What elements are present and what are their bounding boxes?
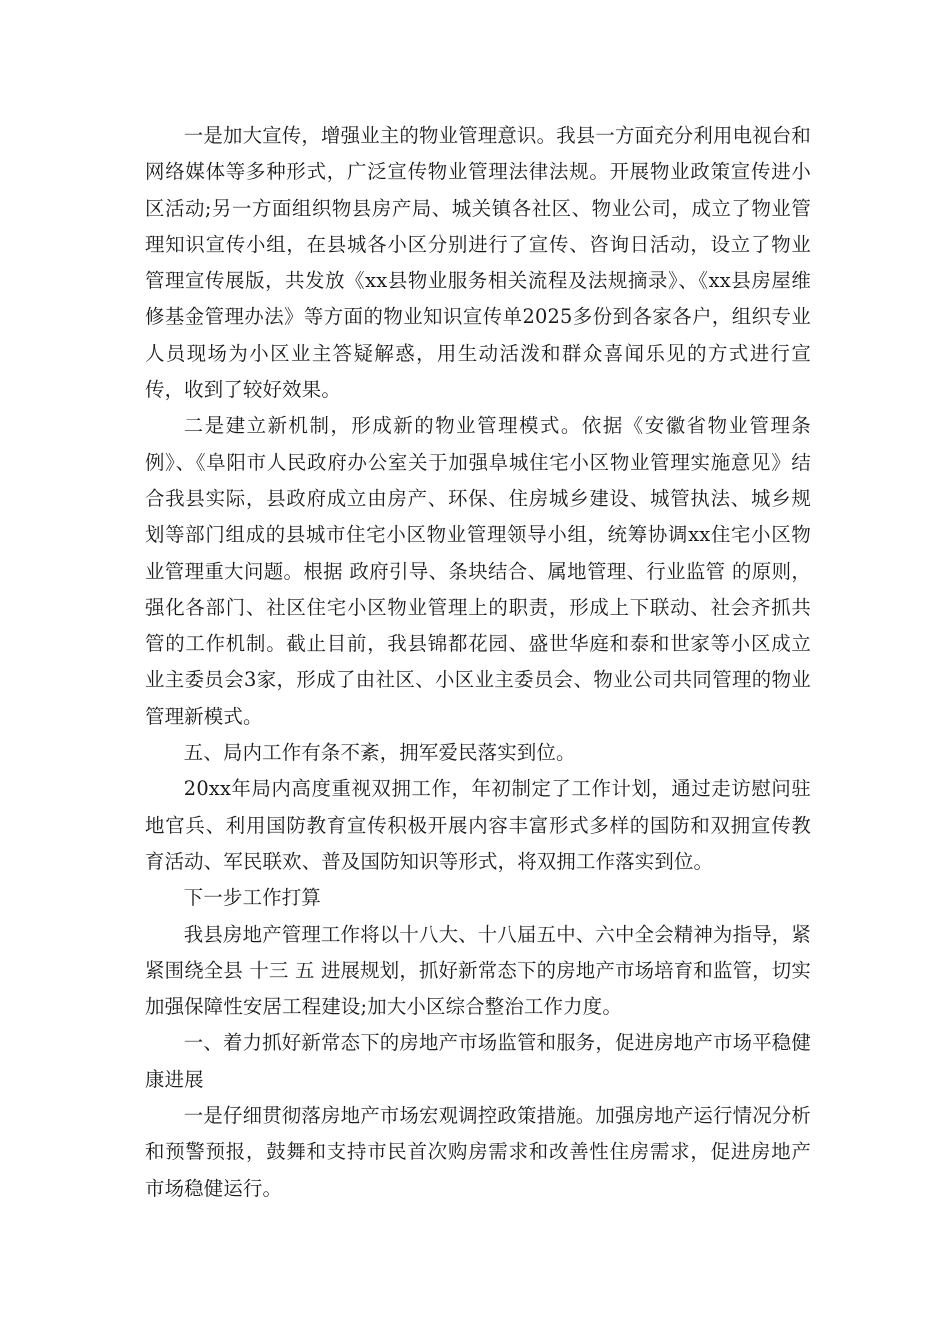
paragraph-macro-control: 一是仔细贯彻落房地产市场宏观调控政策措施。加强房地产运行情况分析和预警预报，鼓舞和支持市民首次购房需求和改善性住房需求，促进房地产市场稳健运行。 (145, 1104, 811, 1200)
paragraph-publicity: 一是加大宣传，增强业主的物业管理意识。我县一方面充分利用电视台和网络媒体等多种形式，广泛宣传物业管理法律法规。开展物业政策宣传进小区活动;另一方面组织物县房产局、城关镇各社区、物业公司，成立了物业管理知识宣传小组，在县城各小区分别进行了宣传、咨询日活动，设立了物业管理宣传展版，共发放《xx县物业服务相关流程及法规摘录》、《xx县房屋维修基金管理办法》等方面的物业知识宣传单2025多份到各家各户，组织专业人员现场为小区业主答疑解惑，用生动活泼和群众喜闻乐见的方式进行宣传，收到了较好效果。 (145, 124, 811, 402)
paragraph-heading-next-steps: 下一步工作打算 (183, 886, 321, 910)
paragraph-heading-military: 五、局内工作有条不紊，拥军爱民落实到位。 (183, 741, 576, 765)
paragraph-new-mechanism: 二是建立新机制，形成新的物业管理模式。依据《安徽省物业管理条例》、《阜阳市人民政府办公室关于加强阜城住宅小区物业管理实施意见》结合我县实际，县政府成立由房产、环保、住房城乡建设、城管执法、城乡规划等部门组成的县城市住宅小区物业管理领导小组，统筹协调xx住宅小区物业管理重大问题。根据 政府引导、条块结合、属地管理、行业监管 的原则，强化各部门、社区住宅小区物业管理上的职责，形成上下联动、社会齐抓共管的工作机制。截止目前，我县锦都花园、盛世华庭和泰和世家等小区成立业主委员会3家，形成了由社区、小区业主委员会、物业公司共同管理的物业管理新模式。 (145, 414, 811, 728)
paragraph-military-support: 20xx年局内高度重视双拥工作，年初制定了工作计划，通过走访慰问驻地官兵、利用国防教育宣传积极开展内容丰富形式多样的国防和双拥宣传教育活动、军民联欢、普及国防知识等形式，将双拥工作落实到位。 (145, 777, 811, 873)
paragraph-next-steps: 我县房地产管理工作将以十八大、十八届五中、六中全会精神为指导，紧紧围绕全县 十三 五 进展规划，抓好新常态下的房地产市场培育和监管，切实加强保障性安居工程建设;加大小区综合整治工作力度。 (145, 922, 811, 1019)
document-body (145, 118, 811, 1207)
paragraph-heading-market-supervision: 一、着力抓好新常态下的房地产市场监管和服务，促进房地产市场平稳健康进展 (145, 1031, 811, 1091)
